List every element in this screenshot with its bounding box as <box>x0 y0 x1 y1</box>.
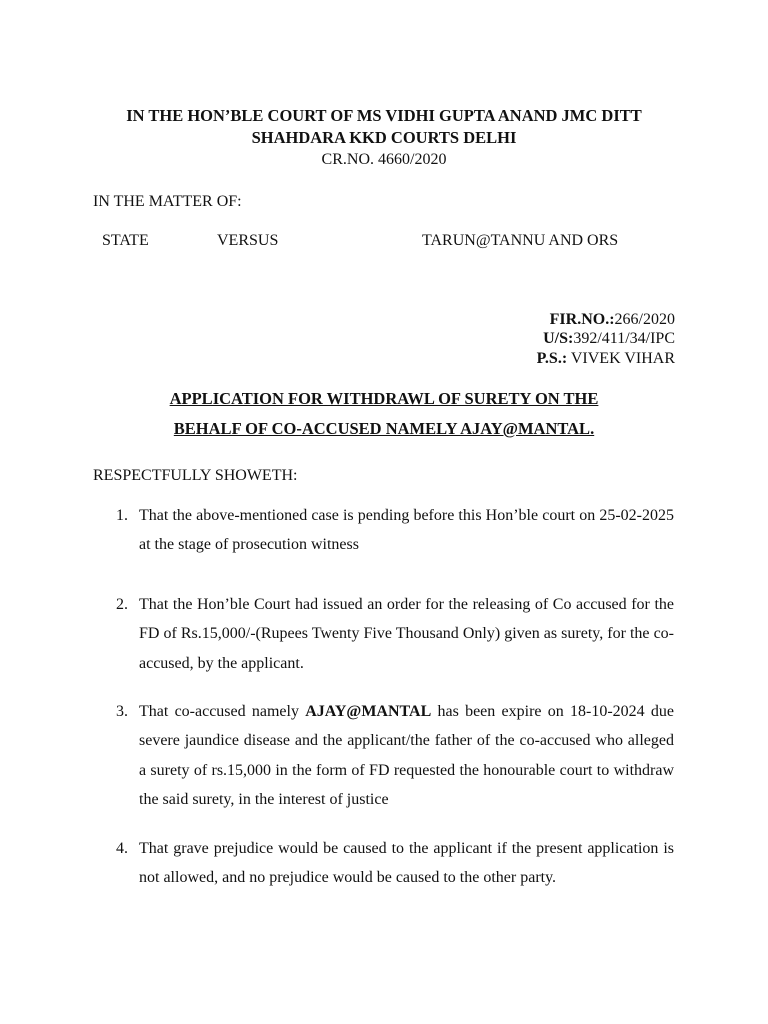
us-value: 392/411/34/IPC <box>573 330 675 347</box>
ps-value: VIVEK VIHAR <box>567 350 675 367</box>
case-number: CR.NO. 4660/2020 <box>321 151 447 168</box>
paragraph-3-text-before: That co-accused namely <box>139 703 306 720</box>
paragraph-2-number: 2. <box>116 596 128 613</box>
matter-label: IN THE MATTER OF: <box>93 193 242 210</box>
application-title-line2: BEHALF OF CO-ACCUSED NAMELY AJAY@MANTAL. <box>173 419 595 438</box>
court-title-line2: SHAHDARA KKD COURTS DELHI <box>251 128 517 147</box>
fir-label: FIR.NO.: <box>549 311 615 328</box>
salutation: RESPECTFULLY SHOWETH: <box>93 467 298 484</box>
party-state: STATE <box>102 232 149 249</box>
us-label: U/S: <box>543 330 574 347</box>
ps-label: P.S.: <box>536 350 568 367</box>
fir-number <box>550 311 675 329</box>
paragraph-1-number: 1. <box>116 507 128 524</box>
fir-value: 266/2020 <box>614 311 675 328</box>
paragraph-4-text: That grave prejudice would be caused to the applicant if the present application is not allowed, and no prejudice would be caused to the other party. <box>139 840 674 887</box>
application-title-line1: APPLICATION FOR WITHDRAWL OF SURETY ON THE <box>169 389 599 408</box>
paragraph-3-text-after: has been expire on 18-10-2024 due severe jaundice disease and the applicant/the father of the co-accused who alleged a surety of rs.15,000 in the form of FD requested the honourable court to withdraw the said surety, in the interest of justice <box>139 703 674 808</box>
paragraph-1-text: That the above-mentioned case is pending before this Hon’ble court on 25-02-2025 at the stage of prosecution witness <box>139 507 674 554</box>
versus-label: VERSUS <box>217 232 279 249</box>
paragraph-3-text <box>139 697 674 814</box>
paragraph-2-text: That the Hon’ble Court had issued an order for the releasing of Co accused for the FD of Rs.15,000/-(Rupees Twenty Five Thousand Only) given as surety, for the co-accused, by the applicant. <box>139 596 674 672</box>
paragraph-4-number: 4. <box>116 840 128 857</box>
court-title-line1: IN THE HON’BLE COURT OF MS VIDHI GUPTA ANAND JMC DITT <box>126 106 642 125</box>
paragraph-3-number: 3. <box>116 703 128 720</box>
under-section <box>543 330 675 348</box>
accused-name: AJAY@MANTAL <box>305 703 432 720</box>
police-station <box>537 350 675 368</box>
party-accused: TARUN@TANNU AND ORS <box>422 232 619 249</box>
